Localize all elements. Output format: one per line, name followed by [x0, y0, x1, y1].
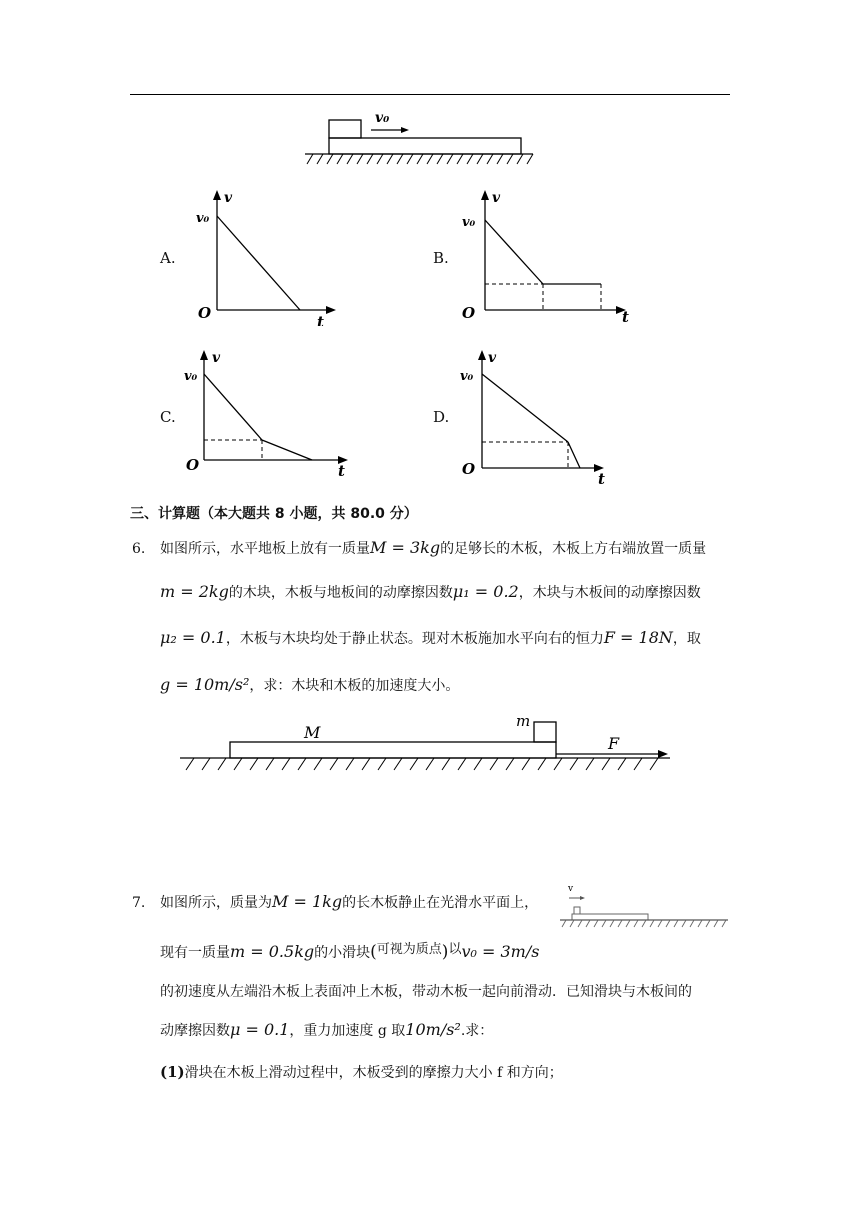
svg-text:t: t	[317, 313, 324, 326]
q6-force: F = 18N	[603, 628, 673, 647]
q6-mass-m: m = 2kg	[160, 582, 229, 601]
svg-text:F: F	[608, 734, 620, 753]
svg-text:v: v	[568, 884, 574, 894]
option-c-letter[interactable]: C.	[160, 408, 176, 426]
long-board	[230, 742, 556, 758]
q6-gravity: g = 10m/s²	[160, 675, 250, 694]
svg-text:v: v	[488, 350, 497, 366]
long-board	[572, 914, 648, 920]
ground-hatch	[307, 154, 533, 164]
svg-text:v: v	[492, 190, 501, 206]
svg-text:v₀: v₀	[196, 211, 210, 226]
option-c-graph[interactable]	[182, 346, 362, 486]
svg-text:v₀: v₀	[460, 369, 474, 384]
q6-mass-M: M = 3kg	[370, 538, 441, 557]
section-title: 三、计算题（本大题共 8 小题，共 80.0 分）	[130, 506, 418, 522]
svg-text:m: m	[516, 714, 531, 730]
svg-text:v: v	[212, 350, 221, 366]
svg-text:v₀: v₀	[184, 369, 198, 384]
header-rule	[130, 94, 730, 95]
option-d-graph[interactable]	[458, 346, 618, 486]
v0-label: v₀	[375, 110, 390, 126]
q6-figure	[180, 714, 680, 778]
svg-text:M: M	[304, 723, 321, 742]
floor-hatch	[186, 758, 658, 770]
q7-mu: μ = 0.1	[230, 1020, 290, 1039]
q6-number: 6.	[132, 541, 146, 557]
q7-line3: 的初速度从左端沿木板上表面冲上木板，带动木板一起向前滑动．已知滑块与木板间的	[160, 984, 692, 1000]
small-block	[329, 120, 361, 138]
q7-mass-M: M = 1kg	[272, 892, 343, 911]
svg-text:O: O	[462, 304, 476, 322]
q6-mu2: μ₂ = 0.1	[160, 628, 226, 647]
q7-number: 7.	[132, 895, 146, 911]
q6-line3: μ₂ = 0.1，木板与木块均处于静止状态。现对木板施加水平向右的恒力F = 18N，取	[160, 628, 701, 647]
q7-figure	[560, 880, 730, 930]
svg-text:v: v	[224, 190, 233, 206]
q7-gravity: 10m/s²	[405, 1020, 461, 1039]
q6-line1: 如图所示，水平地板上放有一质量M = 3kg的足够长的木板，木板上方右端放置一质量	[160, 538, 707, 557]
q7-sub1: (1)滑块在木板上滑动过程中，木板受到的摩擦力大小 f 和方向；	[160, 1063, 563, 1081]
velocity-line	[217, 216, 300, 310]
svg-text:v₀: v₀	[462, 215, 476, 230]
slider-block	[574, 907, 580, 914]
q7-v0: v₀ = 3m/s	[461, 942, 540, 961]
board	[329, 138, 521, 154]
option-d-letter[interactable]: D.	[433, 408, 450, 426]
q7-line2: 现有一质量m = 0.5kg的小滑块(可视为质点)以v₀ = 3m/s	[160, 942, 540, 962]
q6-line2: m = 2kg的木块，木板与地板间的动摩擦因数μ₁ = 0.2，木块与木板间的动摩擦因数	[160, 582, 701, 601]
q6-line4: g = 10m/s²，求：木块和木板的加速度大小。	[160, 675, 460, 694]
svg-text:O: O	[186, 456, 200, 474]
svg-text:t: t	[622, 308, 629, 326]
block-on-board-figure	[305, 108, 535, 170]
q7-mass-m: m = 0.5kg	[230, 942, 315, 961]
svg-text:t: t	[598, 470, 605, 486]
option-b-letter[interactable]: B.	[433, 249, 449, 267]
svg-text:O: O	[198, 304, 212, 322]
option-b-graph[interactable]	[458, 186, 638, 326]
option-a-letter[interactable]: A.	[160, 249, 176, 267]
q6-mu1: μ₁ = 0.2	[452, 582, 519, 601]
svg-text:O: O	[462, 460, 476, 478]
svg-text:t: t	[338, 462, 345, 480]
q7-line1: 如图所示，质量为M = 1kg的长木板静止在光滑水平面上，	[160, 892, 539, 911]
q7-line4: 动摩擦因数μ = 0.1，重力加速度 g 取10m/s².求：	[160, 1020, 494, 1039]
option-a-graph[interactable]	[190, 186, 350, 326]
small-block-m	[534, 722, 556, 742]
